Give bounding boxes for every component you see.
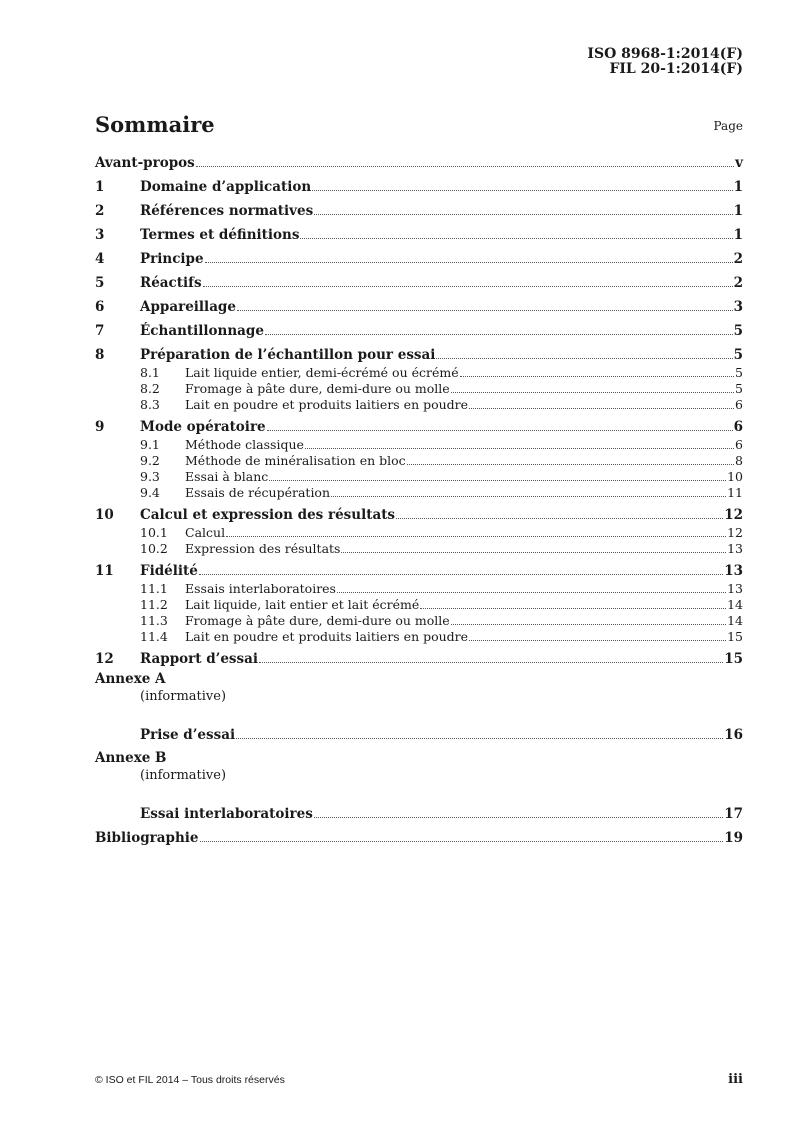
toc-entry[interactable] xyxy=(95,346,743,365)
toc-entry-page: 11 xyxy=(727,485,743,500)
toc-entry-title: Principe xyxy=(140,251,204,267)
toc-entry-title: Mode opératoire xyxy=(140,419,266,435)
table-of-contents xyxy=(95,154,743,853)
toc-entry-title: Rapport d’essai xyxy=(140,651,259,667)
toc-subentry[interactable] xyxy=(95,597,743,613)
toc-entry-title: Calcul et expression des résultats xyxy=(140,507,396,523)
toc-subentry[interactable] xyxy=(95,469,743,485)
dot-leader xyxy=(469,408,734,409)
toc-entry-title: Fromage à pâte dure, demi-dure ou molle xyxy=(185,381,450,396)
page-title: Sommaire xyxy=(95,112,215,137)
toc-entry[interactable] xyxy=(95,322,743,341)
toc-entry-page: 1 xyxy=(733,179,743,195)
toc-entry-page: v xyxy=(735,155,743,171)
toc-entry-number: 10.1 xyxy=(140,525,168,540)
toc-entry-page: 8 xyxy=(735,453,743,468)
toc-entry-title: Lait liquide, lait entier et lait écrémé xyxy=(185,597,420,612)
toc-entry-title: Essai interlaboratoires xyxy=(140,806,313,822)
dot-leader xyxy=(196,166,734,167)
toc-entry-title: Essai à blanc xyxy=(185,469,269,484)
toc-entry-title: Méthode classique xyxy=(185,437,304,452)
toc-entry[interactable] xyxy=(95,154,743,173)
toc-entry-page: 6 xyxy=(735,437,743,452)
toc-entry-page: 12 xyxy=(727,525,743,540)
dot-leader xyxy=(396,518,723,519)
toc-entry[interactable] xyxy=(95,274,743,293)
toc-entry-number: 10.2 xyxy=(140,541,168,556)
toc-entry-page: 12 xyxy=(724,507,743,523)
dot-leader xyxy=(314,817,723,818)
toc-entry[interactable] xyxy=(95,178,743,197)
dot-leader xyxy=(312,190,732,191)
toc-subentry[interactable] xyxy=(95,381,743,397)
toc-entry-title: Termes et définitions xyxy=(140,227,300,243)
toc-entry-title: Références normatives xyxy=(140,203,314,219)
toc-entry-number: 8 xyxy=(95,347,105,363)
toc-entry-number: 1 xyxy=(95,179,105,195)
toc-entry-page: 14 xyxy=(727,597,743,612)
toc-entry-title: Échantillonnage xyxy=(140,323,264,339)
dot-leader xyxy=(237,310,733,311)
toc-subentry[interactable] xyxy=(95,629,743,645)
toc-entry-page: 5 xyxy=(733,347,743,363)
toc-entry-number: 11.2 xyxy=(140,597,168,612)
toc-entry-page: 15 xyxy=(724,651,743,667)
toc-subentry[interactable] xyxy=(95,397,743,413)
dot-leader xyxy=(259,662,723,663)
footer-page-number: iii xyxy=(728,1072,743,1087)
toc-entry-title: Préparation de l’échantillon pour essai xyxy=(140,347,436,363)
toc-entry-number: 5 xyxy=(95,275,105,291)
toc-entry-annex-b[interactable] xyxy=(95,805,743,824)
toc-entry-title: Lait en poudre et produits laitiers en poudre xyxy=(185,629,469,644)
toc-entry-annex-a[interactable] xyxy=(95,726,743,745)
toc-entry-title: Calcul xyxy=(185,525,226,540)
document-header xyxy=(587,47,743,77)
toc-subentry[interactable] xyxy=(95,525,743,541)
dot-leader xyxy=(199,574,723,575)
toc-entry-page: 13 xyxy=(727,581,743,596)
toc-entry-page: 6 xyxy=(735,397,743,412)
toc-entry-bibliography[interactable] xyxy=(95,829,743,848)
toc-entry-page: 2 xyxy=(733,251,743,267)
toc-entry[interactable] xyxy=(95,226,743,245)
annex-b-label: Annexe B xyxy=(95,750,167,766)
toc-entry-title: Essais de récupération xyxy=(185,485,331,500)
toc-entry-number: 11.1 xyxy=(140,581,168,596)
toc-entry-number: 8.3 xyxy=(140,397,160,412)
toc-subentry[interactable] xyxy=(95,365,743,381)
dot-leader xyxy=(236,738,723,739)
toc-entry-number: 12 xyxy=(95,651,114,667)
toc-entry-page: 13 xyxy=(724,563,743,579)
toc-entry-page: 17 xyxy=(724,806,743,822)
toc-entry-number: 8.2 xyxy=(140,381,160,396)
toc-entry-title: Expression des résultats xyxy=(185,541,341,556)
dot-leader xyxy=(200,841,724,842)
toc-entry-page: 1 xyxy=(733,203,743,219)
toc-entry-page: 14 xyxy=(727,613,743,628)
toc-entry-page: 6 xyxy=(733,419,743,435)
toc-entry[interactable] xyxy=(95,506,743,525)
toc-entry-number: 9.3 xyxy=(140,469,160,484)
toc-subentry[interactable] xyxy=(95,613,743,629)
dot-leader xyxy=(314,214,732,215)
toc-subentry[interactable] xyxy=(95,485,743,501)
toc-entry[interactable] xyxy=(95,650,743,669)
toc-entry[interactable] xyxy=(95,418,743,437)
dot-leader xyxy=(341,552,726,553)
toc-entry-title: Essais interlaboratoires xyxy=(185,581,336,596)
toc-entry-page: 5 xyxy=(735,381,743,396)
toc-subentry[interactable] xyxy=(95,541,743,557)
dot-leader xyxy=(300,238,732,239)
dot-leader xyxy=(267,430,733,431)
toc-entry-title: Appareillage xyxy=(140,299,236,315)
dot-leader xyxy=(331,496,726,497)
toc-entry-title: Prise d’essai xyxy=(140,727,236,743)
toc-entry-page: 19 xyxy=(724,830,743,846)
toc-entry-number: 10 xyxy=(95,507,114,523)
toc-entry-number: 6 xyxy=(95,299,105,315)
toc-entry-title: Lait en poudre et produits laitiers en poudre xyxy=(185,397,469,412)
dot-leader xyxy=(269,480,726,481)
toc-entry-number: 9.2 xyxy=(140,453,160,468)
toc-entry-page: 10 xyxy=(727,469,743,484)
dot-leader xyxy=(305,448,734,449)
toc-entry-number: 11.4 xyxy=(140,629,168,644)
toc-entry-title: Réactifs xyxy=(140,275,202,291)
annex-b-type: (informative) xyxy=(140,768,227,783)
toc-entry-title: Méthode de minéralisation en bloc xyxy=(185,453,406,468)
toc-entry-title: Fidélité xyxy=(140,563,198,579)
toc-entry[interactable] xyxy=(95,298,743,317)
dot-leader xyxy=(420,608,726,609)
toc-entry-number: 11 xyxy=(95,563,114,579)
header-line-2: FIL 20-1:2014(F) xyxy=(609,61,743,77)
annex-a-label: Annexe A xyxy=(95,671,166,687)
toc-entry-page: 15 xyxy=(727,629,743,644)
toc-entry-page: 1 xyxy=(733,227,743,243)
toc-entry-number: 9.1 xyxy=(140,437,160,452)
page-column-label: Page xyxy=(713,119,743,133)
toc-entry-title: Avant-propos xyxy=(95,155,195,171)
toc-entry-number: 11.3 xyxy=(140,613,168,628)
toc-entry-page: 3 xyxy=(733,299,743,315)
dot-leader xyxy=(469,640,726,641)
annex-a-type: (informative) xyxy=(140,689,227,704)
dot-leader xyxy=(460,376,734,377)
toc-entry-number: 7 xyxy=(95,323,105,339)
dot-leader xyxy=(226,536,726,537)
dot-leader xyxy=(205,262,733,263)
toc-entry[interactable] xyxy=(95,562,743,581)
toc-entry-title: Domaine d’application xyxy=(140,179,312,195)
dot-leader xyxy=(203,286,733,287)
dot-leader xyxy=(451,392,734,393)
toc-entry-page: 16 xyxy=(724,727,743,743)
footer-copyright: © ISO et FIL 2014 – Tous droits réservés xyxy=(95,1074,285,1086)
dot-leader xyxy=(451,624,726,625)
toc-subentry[interactable] xyxy=(95,437,743,453)
dot-leader xyxy=(265,334,733,335)
toc-entry-page: 5 xyxy=(735,365,743,380)
dot-leader xyxy=(407,464,734,465)
toc-entry-number: 9 xyxy=(95,419,105,435)
toc-subentry[interactable] xyxy=(95,581,743,597)
toc-entry-title: Lait liquide entier, demi-écrémé ou écrémé xyxy=(185,365,459,380)
toc-entry-number: 3 xyxy=(95,227,105,243)
toc-entry-title: Bibliographie xyxy=(95,830,199,846)
toc-entry-number: 2 xyxy=(95,203,105,219)
dot-leader xyxy=(436,358,732,359)
header-line-1: ISO 8968-1:2014(F) xyxy=(587,46,743,62)
toc-entry-page: 5 xyxy=(733,323,743,339)
toc-entry-title: Fromage à pâte dure, demi-dure ou molle xyxy=(185,613,450,628)
toc-entry[interactable] xyxy=(95,202,743,221)
toc-entry-page: 2 xyxy=(733,275,743,291)
toc-entry-number: 4 xyxy=(95,251,105,267)
toc-subentry[interactable] xyxy=(95,453,743,469)
toc-entry-page: 13 xyxy=(727,541,743,556)
dot-leader xyxy=(337,592,726,593)
toc-entry-number: 8.1 xyxy=(140,365,160,380)
toc-entry-number: 9.4 xyxy=(140,485,160,500)
toc-entry[interactable] xyxy=(95,250,743,269)
